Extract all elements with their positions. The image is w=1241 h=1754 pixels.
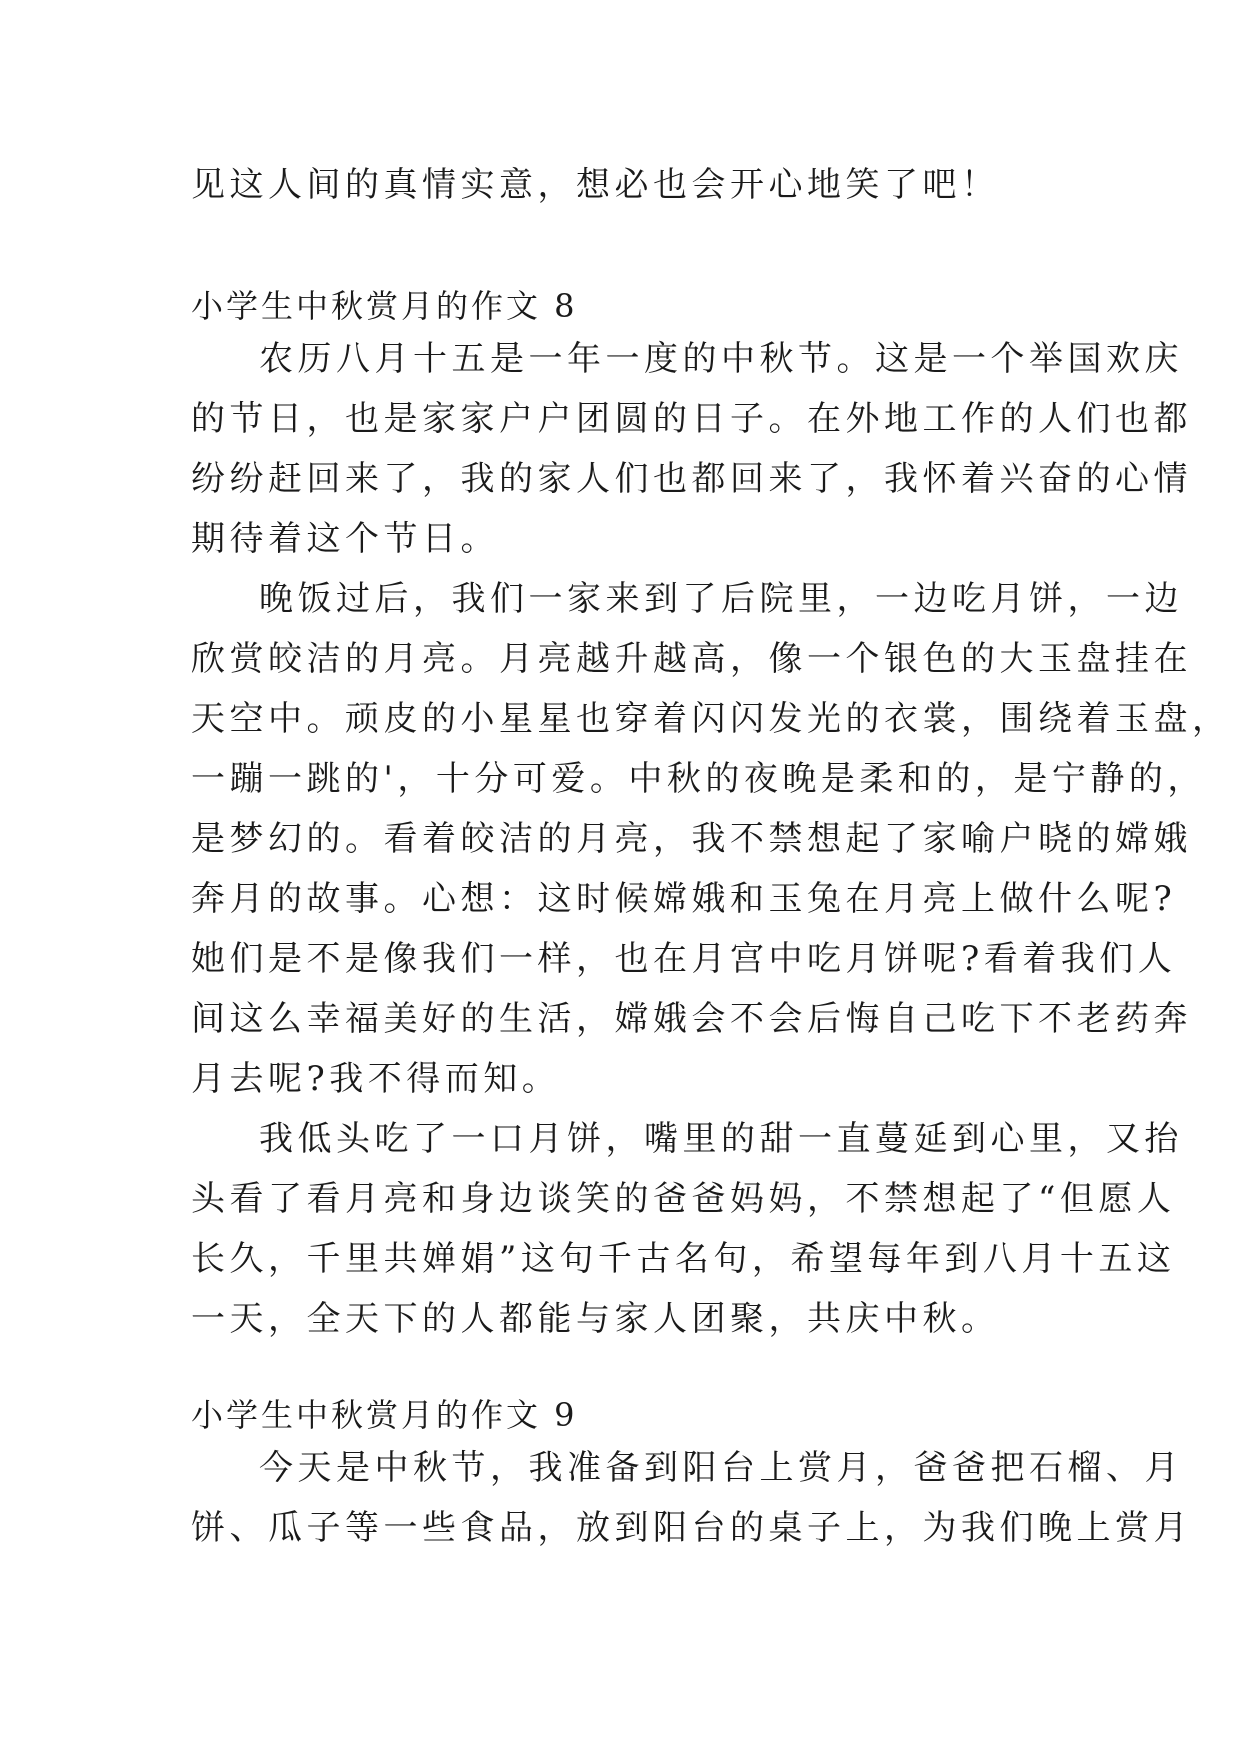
text-line: 长久，千里共婵娟”这句千古名句，希望每年到八月十五这 [191,1239,1176,1279]
essay-8-paragraph-1 [191,329,1192,569]
text-line: 奔月的故事。心想：这时候嫦娥和玉兔在月亮上做什么呢? [191,879,1177,919]
essay-8-title [191,276,1051,336]
text-line: 我低头吃了一口月饼，嘴里的甜一直蔓延到心里，又抬 [259,1119,1183,1159]
text-line: 今天是中秋节，我准备到阳台上赏月，爸爸把石榴、月 [259,1448,1183,1488]
essay-9-title [191,1385,1051,1445]
text-line: 农历八月十五是一年一度的中秋节。这是一个举国欢庆 [259,339,1183,379]
text-line: 饼、瓜子等一些食品，放到阳台的桌子上，为我们晚上赏月 [191,1508,1192,1548]
text-line: 月去呢?我不得而知。 [191,1059,561,1099]
text-line: 欣赏皎洁的月亮。月亮越升越高，像一个银色的大玉盘挂在 [191,639,1192,679]
essay-8-paragraph-2 [191,569,1231,1109]
text-line: 期待着这个节日。 [191,519,499,559]
text-line: 的节日，也是家家户户团圆的日子。在外地工作的人们也都 [191,399,1192,439]
text-line: 头看了看月亮和身边谈笑的爸爸妈妈，不禁想起了“但愿人 [191,1179,1176,1219]
text-line: 是梦幻的。看着皎洁的月亮，我不禁想起了家喻户晓的嫦娥 [191,819,1192,859]
text-line: 一蹦一跳的'，十分可爱。中秋的夜晚是柔和的，是宁静的， [191,759,1206,799]
essay-8-paragraph-3 [191,1109,1183,1349]
text-line: 一天，全天下的人都能与家人团聚，共庆中秋。 [191,1299,1000,1339]
text-line: 她们是不是像我们一样，也在月宫中吃月饼呢?看着我们人 [191,939,1177,979]
essay-9-paragraph-1 [191,1438,1192,1558]
continuation-paragraph [191,155,1051,215]
text-line: 晚饭过后，我们一家来到了后院里，一边吃月饼，一边 [259,579,1183,619]
essay-title: 小学生中秋赏月的作文 9 [191,1396,578,1434]
text-line: 纷纷赶回来了，我的家人们也都回来了，我怀着兴奋的心情 [191,459,1192,499]
text-line: 间这么幸福美好的生活，嫦娥会不会后悔自己吃下不老药奔 [191,999,1192,1039]
text-line: 见这人间的真情实意，想必也会开心地笑了吧！ [191,165,1000,205]
essay-title: 小学生中秋赏月的作文 8 [191,287,578,325]
text-line: 天空中。顽皮的小星星也穿着闪闪发光的衣裳，围绕着玉盘， [191,699,1231,739]
